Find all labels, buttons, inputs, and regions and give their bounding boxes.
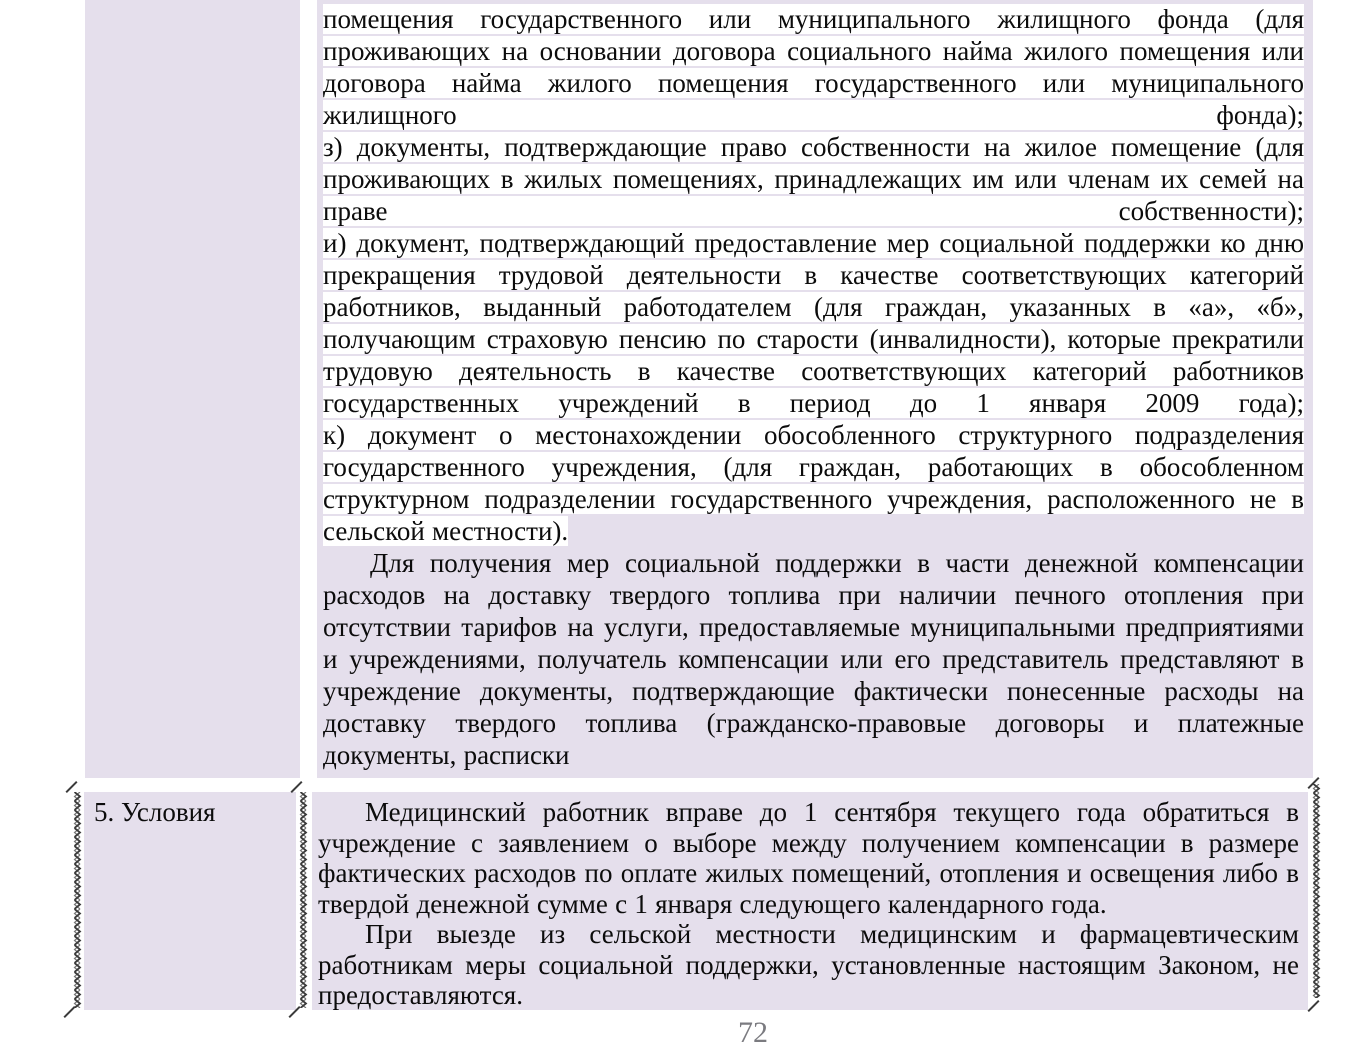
corner-tick-icon bbox=[1307, 1000, 1319, 1012]
highlighted-text: з) документы, подтверждающие право собственности на жилое помещение (для проживающих в жилых помещениях, принадлежащих им или членам их семей на праве собственности); bbox=[323, 132, 1304, 226]
zigzag-border-right-icon bbox=[1312, 784, 1321, 998]
row-label-conditions: 5. Условия bbox=[94, 797, 216, 827]
table-cell-top-right-text bbox=[317, 0, 1313, 778]
highlighted-text: к) документ о местонахождении обособленного структурного подразделения государственного учреждения, (для граждан, работающих в обособленном структурном подразделении государственного учреждения, расположенного не в сельской местности). bbox=[323, 420, 1304, 546]
paragraph-item-i bbox=[323, 227, 1304, 419]
paragraph-medical-worker-choice: Медицинский работник вправе до 1 сентября текущего года обратиться в учреждение с заявлением о выборе между получением компенсации в размере фактических расходов по оплате жилых помещений, отопления и освещения либо в твердой денежной сумме с 1 января следующего календарного года. bbox=[318, 797, 1299, 919]
paragraph-item-z bbox=[323, 131, 1304, 227]
table-cell-conditions-text bbox=[312, 792, 1308, 1010]
table-cell-top-left-empty bbox=[85, 0, 300, 778]
paragraph-fuel-compensation: Для получения мер социальной поддержки в части денежной компенсации расходов на доставку твердого топлива при наличии печного отопления при отсутствии тарифов на услуги, предоставляемые муниципальными предприятиями и учреждениями, получатель компенсации или его представитель представляют в учреждение документы, подтверждающие фактически понесенные расходы на доставку твердого топлива (гражданско-правовые договоры и платежные документы, расписки bbox=[323, 548, 1304, 770]
page-number: 72 bbox=[738, 1016, 768, 1049]
zigzag-border-left-icon bbox=[73, 792, 82, 1008]
highlighted-text: и) документ, подтверждающий предоставление мер социальной поддержки ко дню прекращения трудовой деятельности в качестве соответствующих категорий работников, выданный работодателем (для граждан, указанных в «а», «б», получающим страховую пенсию по старости (инвалидности), которые прекратили трудовую деятельность в качестве соответствующих категорий работников государственных учреждений в период до 1 января 2009 года); bbox=[323, 228, 1304, 418]
highlighted-text: помещения государственного или муниципального жилищного фонда (для проживающих на основании договора социального найма жилого помещения или договора найма жилого помещения государственного или муниципального жилищного фонда); bbox=[323, 4, 1304, 130]
table-cell-row-label bbox=[84, 792, 296, 1010]
paragraph-housing-fund bbox=[323, 3, 1304, 131]
page-footer bbox=[0, 1016, 1358, 1050]
paragraph-item-k bbox=[323, 419, 1304, 547]
paragraph-departure-rule: При выезде из сельской местности медицинским и фармацевтическим работникам меры социальной поддержки, установленные настоящим Законом, не предоставляются. bbox=[318, 919, 1299, 1010]
zigzag-border-middle-icon bbox=[299, 792, 308, 1008]
